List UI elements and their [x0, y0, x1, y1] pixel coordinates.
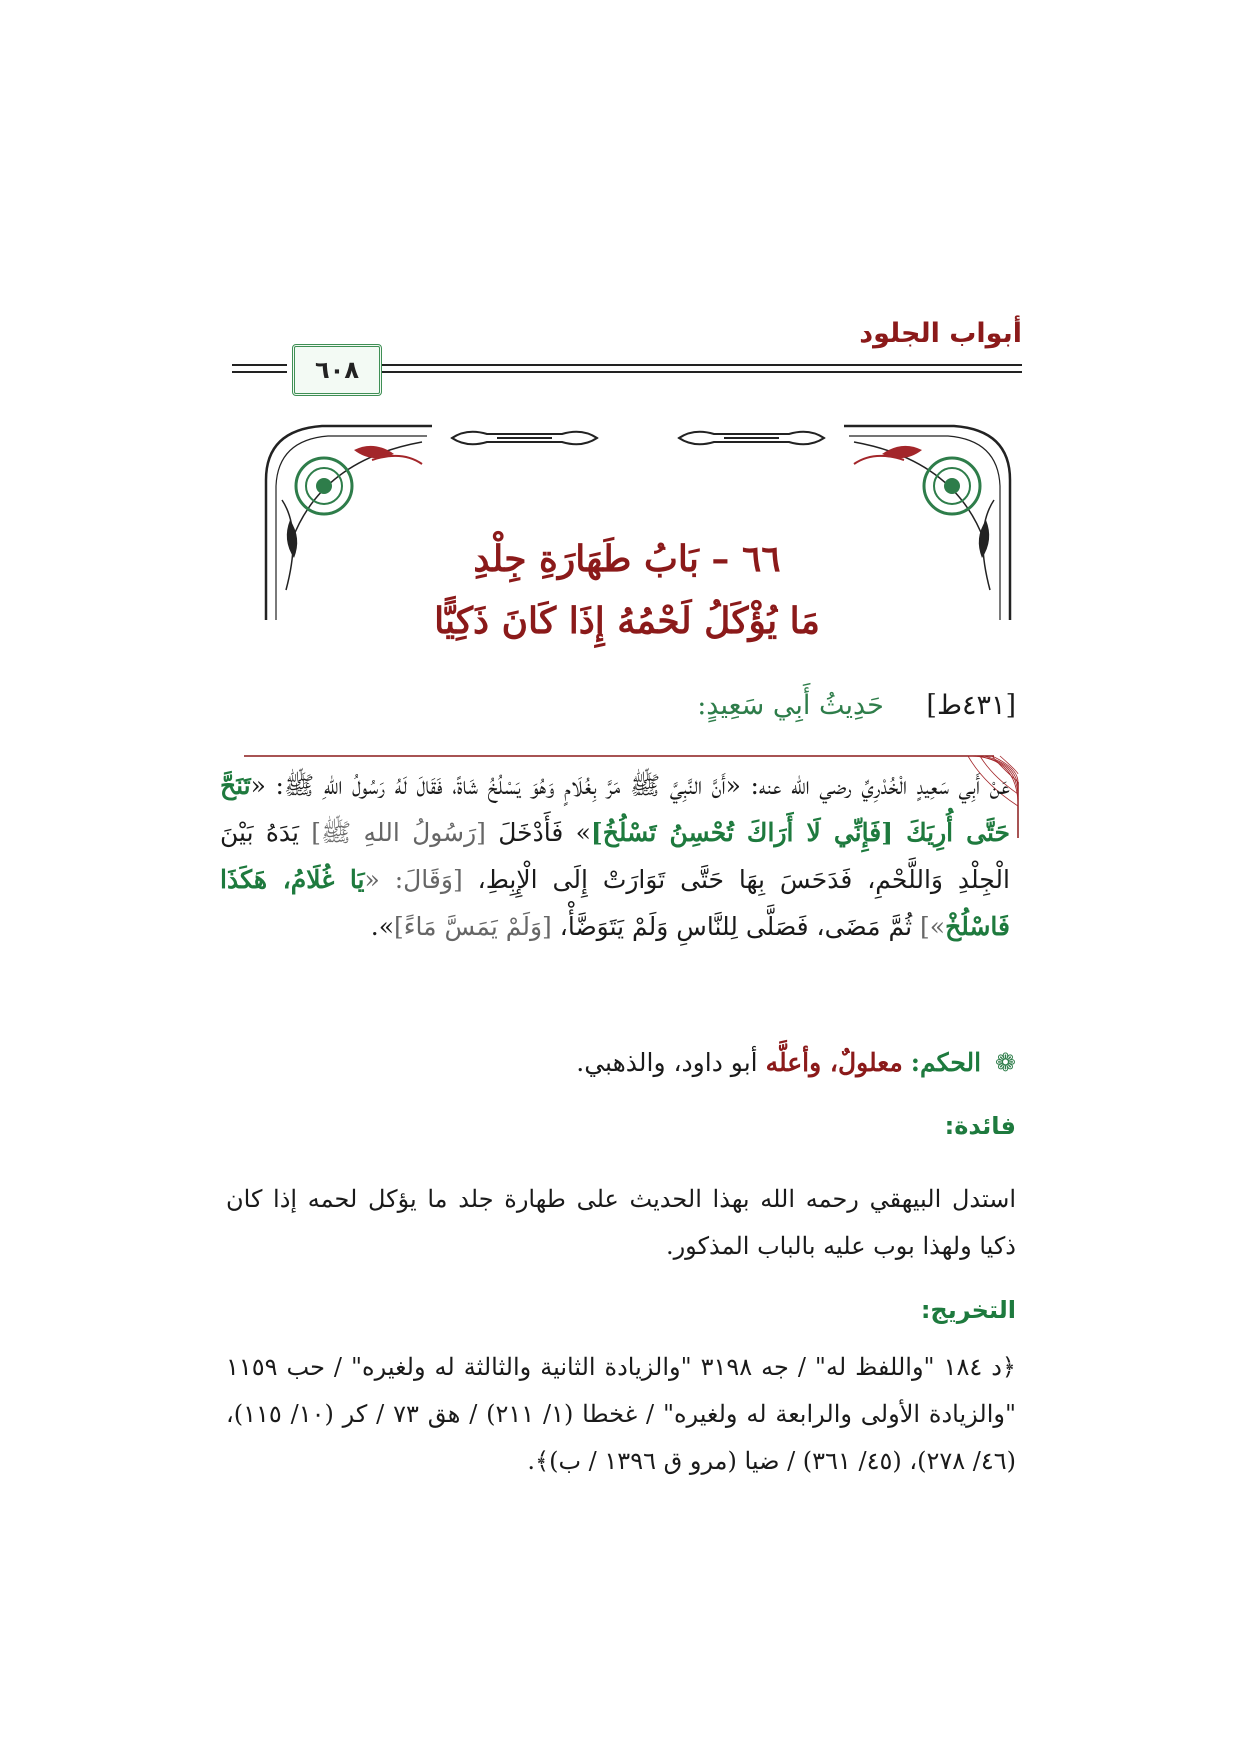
benefit-text: استدل البيهقي رحمه الله بهذا الحديث على طهارة جلد ما يؤكل لحمه إذا كان ذكيا ولهذا بوب عليه بالباب المذكور. — [226, 1185, 1016, 1260]
verdict-label: الحكم: — [910, 1048, 982, 1077]
hadith-label — [697, 690, 1016, 721]
chapter-title-line-2: مَا يُؤْكَلُ لَحْمُهُ إِذَا كَانَ ذَكِيًّا — [434, 600, 820, 642]
hadith-name: حَدِيثُ أَبِي سَعِيدٍ: — [697, 690, 884, 721]
header-title: أبواب الجلود — [859, 318, 1022, 349]
hadith-box — [220, 754, 1020, 996]
hadith-addition-2: [وَقَالَ: « — [364, 865, 463, 894]
header-rule-left — [232, 364, 287, 373]
hadith-text-3: يَدَهُ بَيْنَ الْجِلْدِ وَاللَّحْمِ، فَدَحَسَ بِهَا حَتَّى تَوَارَتْ إِلَى الْإِبِطِ، — [220, 818, 1010, 894]
top-cartouche-right — [679, 432, 824, 445]
hadith-quote-1: تَنَحَّ حَتَّى أُرِيَكَ [فَإِنِّي لَا أَرَاكَ تُحْسِنُ تَسْلُخُ] — [220, 771, 1010, 847]
verdict-value: معلولٌ، وأعلَّه — [765, 1048, 903, 1077]
verdict-line — [576, 1048, 1016, 1077]
page-number: ٦٠٨ — [315, 356, 359, 384]
hadith-text-2: » فَأَدْخَلَ — [485, 818, 591, 847]
hadith-addition-4: [وَلَمْ يَمَسَّ مَاءً] — [394, 912, 552, 941]
verdict-rest: أبو داود، والذهبي. — [576, 1048, 758, 1077]
hadith-code: [٤٣١ط] — [926, 690, 1016, 721]
chapter-title — [232, 528, 1022, 652]
page-number-box — [292, 344, 382, 396]
hadith-text-1: عَنْ أَبِي سَعِيدٍ الْخُدْرِيِّ رضي الله عنه: «أَنَّ النَّبِيَّ ﷺ مَرَّ بِغُلَامٍ وَهُوَ يَسْلُخُ شَاةً، فَقَالَ لَهُ رَسُولُ اللهِ ﷺ: « — [250, 771, 1010, 800]
hadith-addition-3: »] — [920, 912, 946, 941]
takhrij-text: ﴿د ١٨٤ "واللفظ له" / جه ٣١٩٨ "والزيادة الثانية والثالثة له ولغيره" / حب ١١٥٩ "والزيادة الأولى والرابعة له ولغيره" / غخطا (١/ ٢١١) / هق ٧٣ / كر (١٠/ ١١٥)، (٤٦/ ٢٧٨)، (٤٥/ ٣٦١) / ضيا (مرو ق ١٣٩٦ / ب)﴾. — [226, 1353, 1016, 1475]
hadith-quote-2: يَا غُلَامُ، هَكَذَا فَاسْلُخْ — [220, 865, 1010, 941]
top-cartouche-left — [452, 432, 597, 445]
chapter-title-line-1: ٦٦ – بَابُ طَهَارَةِ جِلْدِ — [473, 538, 781, 580]
takhrij-label: التخريج: — [920, 1296, 1016, 1324]
hadith-text — [220, 762, 1010, 950]
hadith-text-5: ». — [370, 912, 395, 941]
running-header — [232, 318, 1022, 390]
hadith-text-4: ثُمَّ مَضَى، فَصَلَّى لِلنَّاسِ وَلَمْ يَتَوَضَّأْ، — [551, 912, 920, 941]
flower-icon: ❁ — [995, 1048, 1016, 1077]
header-rule — [382, 364, 1022, 373]
hadith-addition-1: [رَسُولُ اللهِ ﷺ] — [311, 818, 486, 847]
benefit-label: فائدة: — [944, 1112, 1016, 1140]
